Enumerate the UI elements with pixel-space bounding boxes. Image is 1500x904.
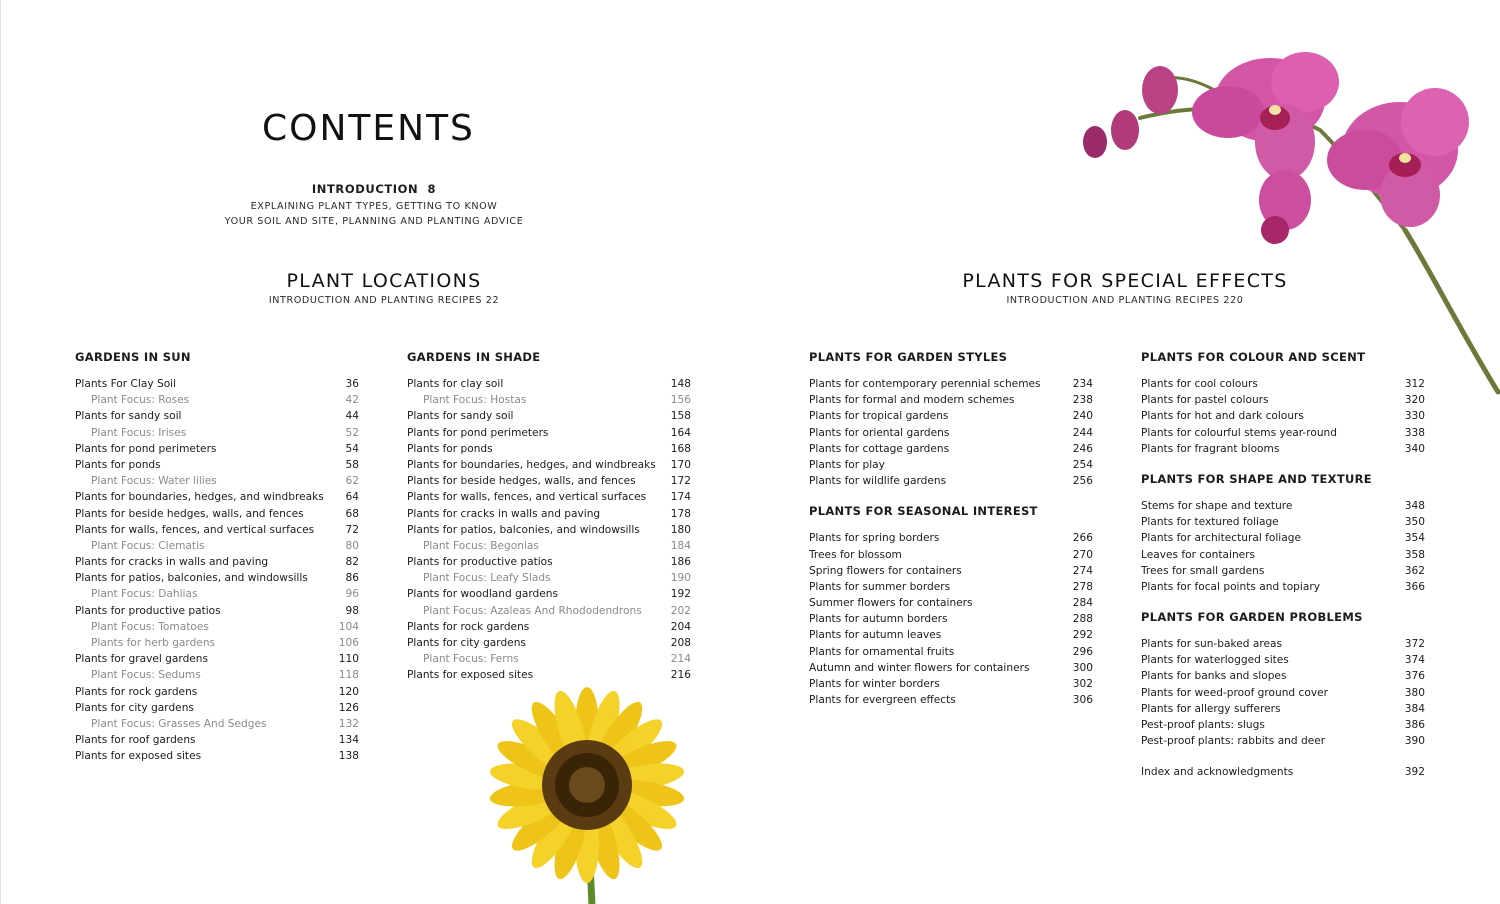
toc-entry[interactable] bbox=[809, 441, 1093, 457]
toc-entry-label: Plants For Clay Soil bbox=[75, 378, 177, 390]
toc-entry-label: Index and acknowledgments bbox=[1141, 766, 1294, 779]
toc-entry-page: 168 bbox=[670, 442, 691, 455]
toc-entry-label: Plants for herb gardens bbox=[91, 637, 216, 649]
toc-entry-label: Plants for sandy soil bbox=[75, 410, 182, 423]
toc-column-styles-and-seasons bbox=[809, 350, 1093, 708]
toc-entry-label: Plants for banks and slopes bbox=[1141, 670, 1287, 683]
toc-entry-page: 68 bbox=[345, 507, 359, 520]
toc-entry-label: Plants for pastel colours bbox=[1141, 394, 1269, 407]
toc-entry-page: 104 bbox=[338, 620, 359, 633]
toc-entry-page: 52 bbox=[345, 426, 359, 439]
toc-entry-label: Plants for productive patios bbox=[407, 556, 553, 569]
toc-entry[interactable] bbox=[1141, 425, 1425, 441]
toc-entry-page: 82 bbox=[345, 556, 359, 569]
toc-entry-page: 366 bbox=[1404, 580, 1425, 593]
section-heading: PLANTS FOR GARDEN PROBLEMS bbox=[1141, 610, 1363, 625]
toc-entry[interactable] bbox=[407, 586, 691, 602]
toc-entry-label: Plants for play bbox=[809, 458, 885, 471]
toc-entry[interactable] bbox=[75, 748, 359, 764]
page-title: CONTENTS bbox=[262, 108, 475, 149]
toc-subentry[interactable] bbox=[75, 538, 359, 554]
toc-entry[interactable] bbox=[407, 408, 691, 424]
toc-entry-page: 164 bbox=[670, 426, 691, 439]
toc-entry-page: 330 bbox=[1404, 410, 1425, 423]
toc-entry-label: Pest-proof plants: rabbits and deer bbox=[1141, 735, 1326, 748]
section-spacer bbox=[1141, 749, 1425, 764]
toc-entry[interactable] bbox=[1141, 717, 1425, 733]
toc-entry[interactable] bbox=[809, 660, 1093, 676]
toc-entry[interactable] bbox=[407, 489, 691, 505]
toc-entry[interactable] bbox=[75, 522, 359, 538]
toc-entry-page: 42 bbox=[345, 394, 359, 407]
toc-entry-label: Plants for beside hedges, walls, and fences bbox=[407, 475, 636, 488]
toc-entry[interactable] bbox=[75, 408, 359, 424]
toc-entry-label: Plants for summer borders bbox=[809, 580, 951, 593]
toc-entry[interactable] bbox=[407, 473, 691, 489]
toc-entry[interactable] bbox=[75, 732, 359, 748]
toc-entry[interactable] bbox=[1141, 733, 1425, 749]
toc-entry-page: 296 bbox=[1072, 645, 1093, 658]
toc-entry-label: Plants for roof gardens bbox=[75, 734, 196, 747]
toc-entry-page: 148 bbox=[670, 378, 691, 390]
toc-entry-page: 120 bbox=[338, 685, 359, 698]
toc-entry-page: 300 bbox=[1072, 661, 1093, 674]
toc-entry-label: Plants for textured foliage bbox=[1141, 516, 1279, 529]
toc-entry[interactable] bbox=[75, 603, 359, 619]
orchid-image bbox=[1070, 30, 1500, 410]
toc-entry-label: Plants for exposed sites bbox=[75, 750, 202, 763]
toc-entry-page: 320 bbox=[1404, 394, 1425, 407]
toc-entry-label: Plants for contemporary perennial schemes bbox=[809, 378, 1041, 390]
toc-entry-label: Plant Focus: Ferns bbox=[423, 653, 519, 666]
toc-entry-label: Plants for wildlife gardens bbox=[809, 475, 947, 488]
toc-entry[interactable] bbox=[407, 441, 691, 457]
section-heading: PLANTS FOR SHAPE AND TEXTURE bbox=[1141, 471, 1372, 486]
toc-entry-label: Plants for formal and modern schemes bbox=[809, 394, 1015, 407]
toc-entry-page: 340 bbox=[1404, 442, 1425, 455]
toc-entry[interactable] bbox=[809, 676, 1093, 692]
toc-entry[interactable] bbox=[809, 611, 1093, 627]
toc-entry-page: 312 bbox=[1404, 378, 1425, 390]
toc-entry-label: Plants for gravel gardens bbox=[75, 653, 209, 666]
toc-entry[interactable] bbox=[75, 651, 359, 667]
toc-entry[interactable] bbox=[407, 457, 691, 473]
toc-entry[interactable] bbox=[809, 376, 1093, 392]
toc-entry-page: 44 bbox=[345, 410, 359, 423]
part-plant-locations bbox=[224, 270, 544, 306]
toc-entry-label: Plant Focus: Clematis bbox=[91, 539, 205, 552]
toc-entry-page: 354 bbox=[1404, 532, 1425, 545]
toc-entry-page: 134 bbox=[338, 734, 359, 747]
toc-entry-label: Plants for winter borders bbox=[809, 678, 940, 690]
toc-entry-label: Plants for autumn leaves bbox=[809, 629, 942, 642]
orchid-bloom-lower bbox=[1259, 170, 1311, 244]
introduction-description-2: YOUR SOIL AND SITE, PLANNING AND PLANTING ADVICE bbox=[224, 216, 524, 227]
toc-entry-page: 192 bbox=[670, 588, 691, 601]
toc-entry-page: 132 bbox=[338, 717, 359, 730]
toc-entry-page: 284 bbox=[1072, 597, 1093, 610]
toc-entry-page: 178 bbox=[670, 507, 691, 520]
section-heading: PLANTS FOR SEASONAL INTEREST bbox=[809, 504, 1038, 519]
toc-entry-page: 158 bbox=[670, 410, 691, 423]
toc-entry-label: Plants for patios, balconies, and windowsills bbox=[407, 523, 640, 536]
toc-entry-page: 348 bbox=[1404, 499, 1425, 512]
toc-entry-label: Stems for shape and texture bbox=[1141, 499, 1293, 512]
toc-entry-page: 266 bbox=[1072, 532, 1093, 545]
toc-entry-label: Plants for rock gardens bbox=[407, 620, 530, 633]
part-title: PLANT LOCATIONS bbox=[286, 270, 482, 292]
toc-entry[interactable] bbox=[1141, 685, 1425, 701]
toc-entry[interactable] bbox=[75, 684, 359, 700]
toc-entry[interactable] bbox=[407, 554, 691, 570]
toc-entry-label: Plants for sandy soil bbox=[407, 410, 514, 423]
toc-entry-label: Plants for autumn borders bbox=[809, 613, 948, 626]
toc-entry-page: 118 bbox=[338, 669, 359, 682]
toc-entry-label: Summer flowers for containers bbox=[809, 597, 973, 610]
toc-entry[interactable] bbox=[809, 692, 1093, 708]
toc-entry-label: Pest-proof plants: slugs bbox=[1141, 719, 1265, 731]
toc-subentry[interactable] bbox=[75, 716, 359, 732]
toc-entry[interactable] bbox=[1141, 530, 1425, 546]
toc-entry[interactable] bbox=[809, 408, 1093, 424]
toc-entry[interactable] bbox=[809, 425, 1093, 441]
section-spacer bbox=[1141, 457, 1425, 472]
toc-entry-label: Plants for city gardens bbox=[407, 637, 526, 649]
toc-entry-page: 98 bbox=[345, 604, 359, 617]
toc-entry-page: 156 bbox=[670, 394, 691, 407]
toc-entry-label: Plants for evergreen effects bbox=[809, 694, 956, 707]
toc-entry-label: Plants for beside hedges, walls, and fences bbox=[75, 507, 304, 520]
toc-entry-page: 202 bbox=[670, 604, 691, 617]
orchid-bloom-right bbox=[1327, 88, 1469, 227]
toc-entry[interactable] bbox=[407, 635, 691, 651]
toc-entry-label: Plants for architectural foliage bbox=[1141, 532, 1301, 545]
toc-entry-label: Plants for pond perimeters bbox=[75, 442, 217, 455]
toc-entry-page: 386 bbox=[1404, 719, 1425, 731]
toc-entry-page: 278 bbox=[1072, 580, 1093, 593]
toc-entry-page: 204 bbox=[670, 620, 691, 633]
toc-entry-label: Plants for cracks in walls and paving bbox=[75, 556, 269, 569]
toc-entry[interactable] bbox=[1141, 636, 1425, 652]
toc-entry-label: Plants for woodland gardens bbox=[407, 588, 558, 601]
toc-entry-page: 58 bbox=[345, 458, 359, 471]
toc-entry[interactable] bbox=[407, 506, 691, 522]
toc-entry[interactable] bbox=[1141, 701, 1425, 717]
toc-entry-label: Plants for patios, balconies, and windowsills bbox=[75, 572, 308, 585]
toc-entry-label: Plants for ornamental fruits bbox=[809, 645, 955, 658]
toc-entry-page: 54 bbox=[345, 442, 359, 455]
toc-entry-label: Plant Focus: Begonias bbox=[423, 539, 539, 552]
toc-entry[interactable] bbox=[1141, 579, 1425, 595]
toc-entry-label: Plant Focus: Grasses And Sedges bbox=[91, 717, 267, 730]
toc-entry-label: Plants for focal points and topiary bbox=[1141, 580, 1320, 593]
toc-entry-label: Plants for ponds bbox=[75, 458, 161, 471]
toc-entry-page: 240 bbox=[1072, 410, 1093, 423]
toc-entry-page: 376 bbox=[1404, 670, 1425, 683]
toc-entry[interactable] bbox=[75, 489, 359, 505]
toc-entry[interactable] bbox=[1141, 652, 1425, 668]
toc-entry-label: Plant Focus: Leafy Slads bbox=[423, 572, 551, 585]
part-subtitle[interactable]: INTRODUCTION AND PLANTING RECIPES 220 bbox=[1006, 295, 1244, 306]
toc-entry-label: Plants for boundaries, hedges, and windbreaks bbox=[75, 491, 324, 504]
toc-column-gardens-in-shade bbox=[407, 350, 691, 684]
toc-entry[interactable] bbox=[75, 506, 359, 522]
toc-entry-page: 380 bbox=[1404, 686, 1425, 699]
toc-entry-page: 208 bbox=[670, 637, 691, 649]
toc-column-colour-shape-problems bbox=[1141, 350, 1425, 781]
toc-entry-page: 62 bbox=[345, 475, 359, 488]
toc-entry-page: 254 bbox=[1072, 458, 1093, 471]
toc-entry[interactable] bbox=[75, 700, 359, 716]
toc-entry[interactable] bbox=[75, 376, 359, 392]
toc-entry-label: Plants for city gardens bbox=[75, 701, 194, 714]
toc-subentry[interactable] bbox=[75, 586, 359, 602]
toc-subentry[interactable] bbox=[75, 619, 359, 635]
toc-subentry[interactable] bbox=[407, 651, 691, 667]
orchid-bloom-left bbox=[1192, 52, 1339, 180]
toc-subentry[interactable] bbox=[407, 603, 691, 619]
toc-entry[interactable] bbox=[809, 530, 1093, 546]
toc-entry-page: 174 bbox=[670, 491, 691, 504]
toc-entry-label: Plants for ponds bbox=[407, 442, 493, 455]
toc-entry-label: Plants for sun-baked areas bbox=[1141, 638, 1283, 651]
toc-entry[interactable] bbox=[407, 619, 691, 635]
toc-entry-label: Plants for productive patios bbox=[75, 604, 221, 617]
toc-entry-page: 234 bbox=[1072, 378, 1093, 390]
toc-entry-label: Spring flowers for containers bbox=[809, 564, 962, 577]
toc-entry-page: 256 bbox=[1072, 475, 1093, 488]
toc-entry-page: 358 bbox=[1404, 548, 1425, 561]
toc-entry-label: Plants for walls, fences, and vertical surfaces bbox=[407, 491, 647, 504]
toc-entry-page: 80 bbox=[345, 539, 359, 552]
toc-subentry[interactable] bbox=[75, 473, 359, 489]
toc-entry[interactable] bbox=[75, 441, 359, 457]
toc-entry[interactable] bbox=[809, 547, 1093, 563]
toc-entry-label: Plant Focus: Dahlias bbox=[91, 588, 198, 601]
introduction-block bbox=[204, 182, 544, 227]
toc-entry-label: Plants for clay soil bbox=[407, 378, 504, 390]
toc-entry-page: 392 bbox=[1404, 766, 1425, 779]
toc-entry-page: 372 bbox=[1404, 638, 1425, 651]
toc-entry-label: Plant Focus: Water lilies bbox=[91, 475, 217, 488]
toc-entry[interactable] bbox=[1141, 498, 1425, 514]
part-title: PLANTS FOR SPECIAL EFFECTS bbox=[962, 270, 1288, 292]
introduction-description-1: EXPLAINING PLANT TYPES, GETTING TO KNOW bbox=[250, 201, 498, 212]
toc-entry-page: 72 bbox=[345, 523, 359, 536]
toc-entry-label: Plants for walls, fences, and vertical surfaces bbox=[75, 523, 315, 536]
toc-entry-page: 216 bbox=[670, 669, 691, 682]
toc-entry-page: 390 bbox=[1404, 735, 1425, 748]
toc-subentry[interactable] bbox=[75, 392, 359, 408]
section-heading: PLANTS FOR COLOUR AND SCENT bbox=[1141, 350, 1366, 364]
toc-entry-page: 374 bbox=[1404, 654, 1425, 667]
toc-entry-page: 362 bbox=[1404, 564, 1425, 577]
toc-entry-page: 244 bbox=[1072, 426, 1093, 439]
toc-entry-label: Plants for cottage gardens bbox=[809, 442, 950, 455]
toc-entry-label: Plants for pond perimeters bbox=[407, 426, 549, 439]
section-spacer bbox=[1141, 595, 1425, 610]
toc-entry-page: 170 bbox=[670, 458, 691, 471]
toc-entry[interactable] bbox=[407, 522, 691, 538]
toc-entry-page: 180 bbox=[670, 523, 691, 536]
toc-entry-label: Autumn and winter flowers for containers bbox=[809, 661, 1030, 674]
toc-entry-label: Plants for boundaries, hedges, and windbreaks bbox=[407, 458, 656, 471]
toc-entry-page: 274 bbox=[1072, 564, 1093, 577]
toc-entry[interactable] bbox=[1141, 668, 1425, 684]
toc-subentry[interactable] bbox=[75, 635, 359, 651]
toc-entry-page: 86 bbox=[345, 572, 359, 585]
toc-entry-label: Trees for small gardens bbox=[1141, 564, 1265, 577]
toc-entry-page: 288 bbox=[1072, 613, 1093, 626]
toc-entry-page: 36 bbox=[345, 378, 359, 390]
toc-entry[interactable] bbox=[809, 473, 1093, 489]
toc-entry-label: Plant Focus: Irises bbox=[91, 426, 187, 439]
toc-entry-label: Plant Focus: Tomatoes bbox=[91, 620, 209, 633]
toc-subentry[interactable] bbox=[407, 570, 691, 586]
part-subtitle[interactable]: INTRODUCTION AND PLANTING RECIPES 22 bbox=[268, 295, 500, 306]
toc-entry[interactable] bbox=[1141, 514, 1425, 530]
toc-entry-label: Plants for exposed sites bbox=[407, 669, 534, 682]
toc-entry-label: Plant Focus: Sedums bbox=[91, 669, 201, 682]
toc-entry-page: 186 bbox=[670, 556, 691, 569]
toc-entry-label: Plants for waterlogged sites bbox=[1141, 654, 1289, 667]
toc-entry-page: 384 bbox=[1404, 702, 1425, 715]
toc-entry[interactable] bbox=[75, 554, 359, 570]
toc-entry-label: Plants for cool colours bbox=[1141, 378, 1258, 390]
toc-column-gardens-in-sun bbox=[75, 350, 359, 765]
page-spine-edge bbox=[0, 0, 1, 904]
toc-subentry[interactable] bbox=[407, 392, 691, 408]
introduction-heading[interactable] bbox=[204, 182, 544, 196]
section-heading: GARDENS IN SHADE bbox=[407, 350, 541, 364]
toc-subentry[interactable] bbox=[407, 538, 691, 554]
toc-entry-label: Plant Focus: Roses bbox=[91, 394, 190, 407]
toc-entry-label: Plants for allergy sufferers bbox=[1141, 702, 1281, 715]
toc-entry[interactable] bbox=[75, 570, 359, 586]
toc-entry-page: 126 bbox=[338, 701, 359, 714]
toc-entry-page: 350 bbox=[1404, 516, 1425, 529]
toc-entry-label: Plants for rock gardens bbox=[75, 685, 198, 698]
toc-entry-label: Plants for weed-proof ground cover bbox=[1141, 686, 1328, 699]
toc-entry-page: 190 bbox=[670, 572, 691, 585]
toc-entry[interactable] bbox=[1141, 441, 1425, 457]
toc-entry[interactable] bbox=[1141, 547, 1425, 563]
toc-entry-page: 172 bbox=[670, 475, 691, 488]
toc-entry-page: 338 bbox=[1404, 426, 1425, 439]
introduction-label: INTRODUCTION bbox=[311, 182, 419, 196]
toc-entry-page: 306 bbox=[1072, 694, 1093, 707]
section-heading: GARDENS IN SUN bbox=[75, 350, 191, 364]
section-spacer bbox=[809, 489, 1093, 504]
sunflower-image bbox=[480, 675, 695, 904]
toc-entry-label: Plant Focus: Azaleas And Rhododendrons bbox=[423, 604, 642, 617]
toc-entry[interactable] bbox=[1141, 408, 1425, 424]
toc-entry[interactable] bbox=[809, 644, 1093, 660]
toc-entry-label: Leaves for containers bbox=[1141, 548, 1256, 561]
toc-entry-page: 106 bbox=[338, 637, 359, 649]
toc-entry-page: 64 bbox=[345, 491, 359, 504]
toc-entry[interactable] bbox=[809, 392, 1093, 408]
toc-entry[interactable] bbox=[809, 579, 1093, 595]
toc-entry-page: 292 bbox=[1072, 629, 1093, 642]
toc-entry[interactable] bbox=[809, 595, 1093, 611]
toc-entry-label: Plants for cracks in walls and paving bbox=[407, 507, 601, 520]
section-heading: PLANTS FOR GARDEN STYLES bbox=[809, 350, 1008, 364]
toc-entry-label: Trees for blossom bbox=[809, 548, 902, 561]
toc-subentry[interactable] bbox=[75, 667, 359, 683]
toc-entry-page: 302 bbox=[1072, 678, 1093, 690]
toc-entry-page: 96 bbox=[345, 588, 359, 601]
toc-entry[interactable] bbox=[407, 376, 691, 392]
toc-entry[interactable] bbox=[809, 457, 1093, 473]
toc-entry[interactable] bbox=[1141, 563, 1425, 579]
toc-entry-label: Plants for oriental gardens bbox=[809, 426, 950, 439]
toc-entry-label: Plants for tropical gardens bbox=[809, 410, 949, 423]
toc-entry-label: Plants for hot and dark colours bbox=[1141, 410, 1304, 423]
toc-entry-page: 270 bbox=[1072, 548, 1093, 561]
toc-subentry[interactable] bbox=[75, 425, 359, 441]
toc-entry-label: Plants for fragrant blooms bbox=[1141, 442, 1280, 455]
toc-entry-page: 238 bbox=[1072, 394, 1093, 407]
toc-entry-label: Plant Focus: Hostas bbox=[423, 394, 527, 407]
introduction-page: 8 bbox=[427, 182, 437, 196]
toc-entry[interactable] bbox=[809, 563, 1093, 579]
toc-entry-label: Plants for spring borders bbox=[809, 532, 940, 545]
toc-entry-index[interactable] bbox=[1141, 764, 1425, 780]
toc-entry[interactable] bbox=[809, 627, 1093, 643]
toc-entry[interactable] bbox=[407, 425, 691, 441]
toc-entry-page: 110 bbox=[338, 653, 359, 666]
toc-entry[interactable] bbox=[75, 457, 359, 473]
toc-entry-page: 214 bbox=[670, 653, 691, 666]
toc-entry-label: Plants for colourful stems year-round bbox=[1141, 426, 1337, 439]
toc-entry-page: 184 bbox=[670, 539, 691, 552]
toc-entry-page: 138 bbox=[338, 750, 359, 763]
toc-entry-page: 246 bbox=[1072, 442, 1093, 455]
